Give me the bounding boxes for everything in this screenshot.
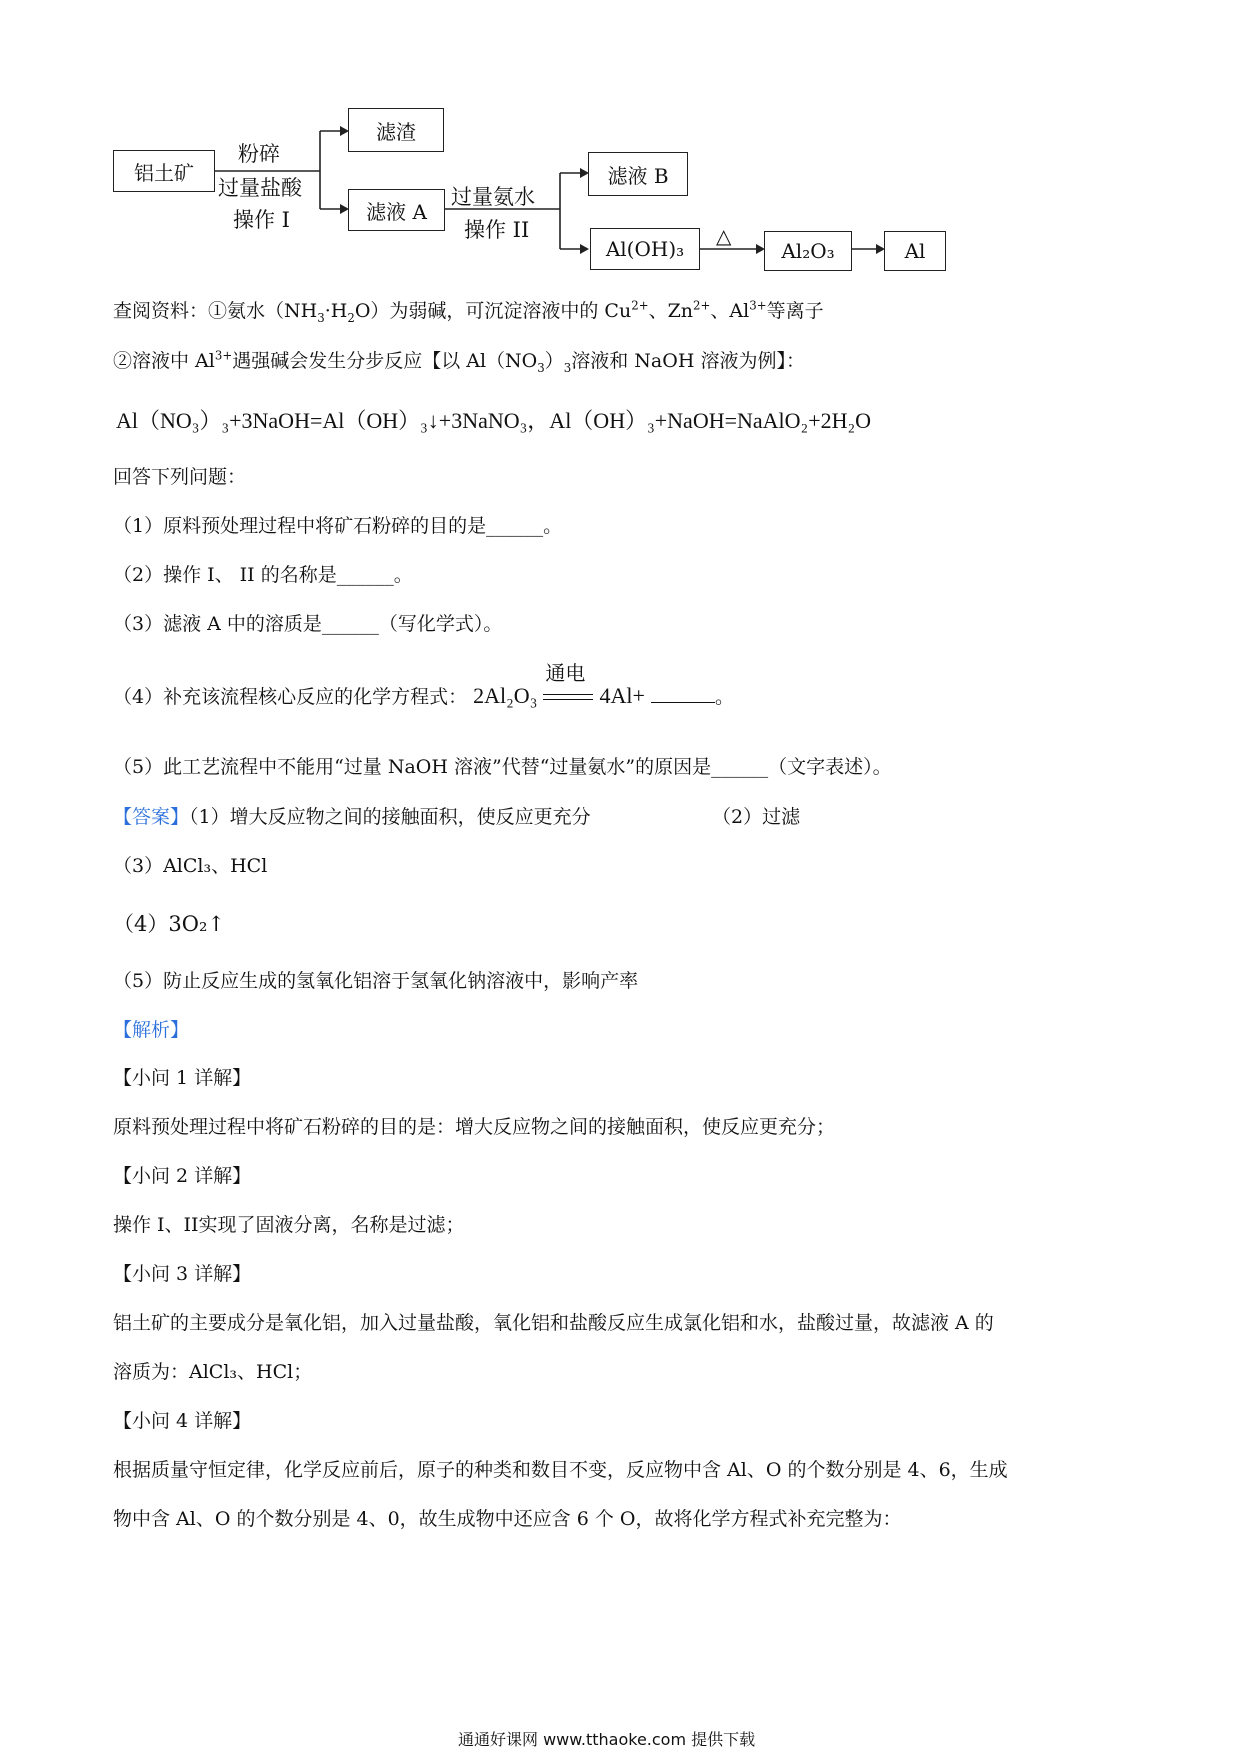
- oxide-label: Al₂O₃: [781, 239, 835, 263]
- question-2: （2）操作 I、 II 的名称是______。: [113, 564, 413, 586]
- q4-rhs: 4Al+: [599, 683, 645, 708]
- analysis-heading-3: 【小问 3 详解】: [113, 1263, 252, 1285]
- q4-condition-label: 通电: [545, 661, 586, 685]
- info-2a: ②溶液中 Al: [113, 350, 215, 372]
- answer-2: （2）过滤: [712, 806, 801, 828]
- reaction-equations: Al（NO₃）₃+3NaOH=Al（OH）₃↓+3NaNO₃，Al（OH）₃+NaOH=NaAlO₂+2H₂O: [116, 408, 872, 433]
- step1-label-a: 粉碎: [238, 142, 280, 166]
- questions-intro: 回答下列问题：: [113, 466, 247, 488]
- analysis-para-4a: 根据质量守恒定律，化学反应前后，原子的种类和数目不变，反应物中含 Al、O 的个数分别是 4、6，生成: [113, 1459, 1008, 1481]
- box-metal: [884, 231, 946, 271]
- residue-label: 滤渣: [376, 119, 416, 144]
- info-1h: 2+: [693, 298, 711, 313]
- page-footer: 通通好课网 www.tthaoke.com 提供下载: [458, 1730, 756, 1749]
- info-1d: 2: [347, 310, 355, 325]
- info-1a: 查阅资料：①氨水（NH: [113, 300, 318, 322]
- analysis-heading-2: 【小问 2 详解】: [113, 1165, 252, 1187]
- analysis-para-3b: 溶质为：AlCl₃、HCl；: [113, 1361, 313, 1383]
- step1-label-b: 过量盐酸: [218, 176, 302, 200]
- analysis-para-2: 操作 I、II实现了固液分离，名称是过滤；: [113, 1214, 465, 1236]
- raw-label: 铝土矿: [134, 160, 194, 185]
- answer-tag: 【答案】: [113, 806, 190, 828]
- metal-label: Al: [904, 239, 926, 263]
- info-1f: 2+: [631, 298, 649, 313]
- analysis-heading-1: 【小问 1 详解】: [113, 1067, 252, 1089]
- equals-sign: [543, 694, 593, 700]
- question-1: （1）原料预处理过程中将矿石粉碎的目的是______。: [113, 515, 563, 537]
- answer-line-1: [113, 804, 591, 830]
- step2-label-a: 过量氨水: [451, 185, 535, 209]
- info-2f: 3: [563, 360, 572, 375]
- info-1k: 等离子: [766, 300, 824, 322]
- info-1e: O）为弱碱，可沉淀溶液中的 Cu: [354, 300, 632, 322]
- q4-blank: [651, 686, 715, 703]
- info-1c: ·H: [324, 300, 348, 322]
- q4-end: 。: [714, 686, 734, 708]
- question-4: [113, 661, 734, 710]
- info-1i: 、Al: [710, 300, 750, 322]
- analysis-tag: 【解析】: [113, 1019, 190, 1041]
- answer-4: （4）3O₂↑: [113, 912, 225, 936]
- box-filtrate-a: [348, 189, 445, 231]
- answer-5: （5）防止反应生成的氢氧化铝溶于氢氧化钠溶液中，影响产率: [113, 970, 639, 992]
- info-2e: ）: [544, 350, 564, 372]
- question-3: （3）滤液 A 中的溶质是______（写化学式）。: [113, 613, 503, 635]
- q4-lhs: 2Al₂O₃: [473, 683, 538, 708]
- info-2c: 遇强碱会发生分步反应【以 Al（NO: [232, 350, 538, 372]
- answer-3: （3）AlCl₃、HCl: [113, 855, 268, 877]
- box-residue: [348, 108, 444, 152]
- box-oxide: [764, 231, 852, 271]
- info-2d: 3: [537, 360, 545, 375]
- answer-1: （1）增大反应物之间的接触面积，使反应更充分: [189, 806, 591, 828]
- step2-label-b: 操作 II: [464, 218, 530, 242]
- question-5: （5）此工艺流程中不能用“过量 NaOH 溶液”代替“过量氨水”的原因是______（文字表述）。: [113, 756, 892, 778]
- analysis-para-4b: 物中含 Al、O 的个数分别是 4、0，故生成物中还应含 6 个 O，故将化学方程式补充完整为：: [113, 1508, 902, 1530]
- info-line-1: [113, 298, 824, 324]
- info-line-2: [113, 348, 805, 374]
- hydroxide-label: Al(OH)₃: [605, 237, 685, 261]
- analysis-para-3a: 铝土矿的主要成分是氧化铝，加入过量盐酸，氧化铝和盐酸反应生成氯化铝和水，盐酸过量，故滤液 A 的: [113, 1312, 994, 1334]
- filtrate-b-label: 滤液 B: [607, 163, 669, 188]
- analysis-heading-4: 【小问 4 详解】: [113, 1410, 252, 1432]
- step1-label-c: 操作 I: [233, 208, 290, 232]
- q4-prefix: （4）补充该流程核心反应的化学方程式：: [113, 686, 468, 708]
- q4-condition: [543, 661, 593, 708]
- analysis-para-1: 原料预处理过程中将矿石粉碎的目的是：增大反应物之间的接触面积，使反应更充分；: [113, 1116, 836, 1138]
- heat-symbol: △: [716, 224, 732, 248]
- box-filtrate-b: [588, 152, 688, 196]
- filtrate-a-label: 滤液 A: [366, 199, 427, 224]
- box-raw: [113, 150, 215, 192]
- info-1j: 3+: [749, 298, 767, 313]
- info-2b: 3+: [214, 348, 233, 363]
- info-2g: 溶液和 NaOH 溶液为例】：: [571, 350, 805, 372]
- info-1g: 、Zn: [648, 300, 694, 322]
- info-1b: 3: [317, 310, 325, 325]
- box-hydroxide: [590, 228, 700, 270]
